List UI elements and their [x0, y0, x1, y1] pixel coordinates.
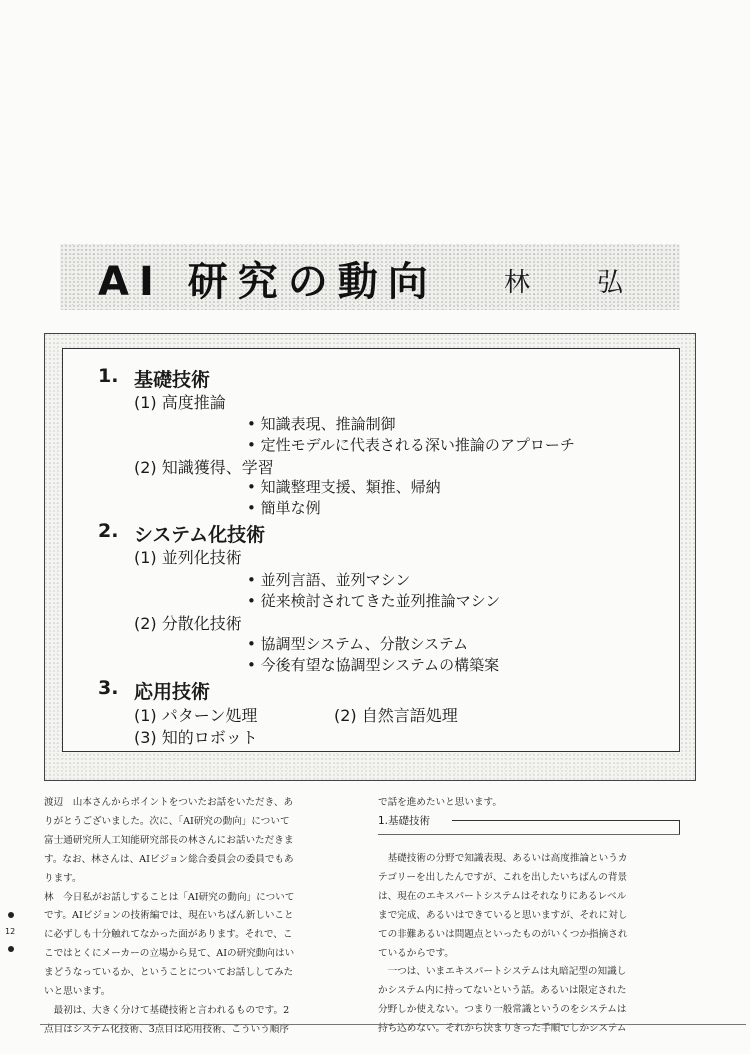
outline-s1-2: (2) 知識獲得、学習	[134, 458, 274, 477]
body-left-line: です。AIビジョンの技術編では、現在いちばん新しいこと	[44, 910, 294, 922]
body-right-line: まで完成、あるいはできていると思いますが、それに対し	[378, 909, 628, 921]
body-left-line: こではとくにメーカーの立場から見て、AIの研究動向はい	[44, 948, 295, 960]
outline-s3-3: (3) 知的ロボット	[134, 728, 258, 747]
body-left-line: ります。	[44, 872, 82, 884]
outline-s1-1b: • 定性モデルに代表される深い推論のアプローチ	[247, 436, 575, 454]
outline-s2-2a: • 協調型システム、分散システム	[247, 635, 469, 653]
body-right-line: かシステム内に持ってないという話。あるいは限定された	[378, 985, 627, 997]
section-heading: 1.基礎技術	[378, 815, 431, 827]
outline-s2-1b: • 従来検討されてきた並列推論マシン	[247, 592, 501, 610]
outline-s2-1a: • 並列言語、並列マシン	[247, 571, 411, 589]
body-right-line: 一つは、いまエキスパートシステムは丸暗記型の知識し	[387, 966, 627, 978]
body-left-line: まどうなっているか、ということについてお話ししてみた	[44, 967, 294, 979]
body-right-line: 分野しか使えない。つまり一般常識というのをシステムは	[378, 1004, 627, 1016]
margin-dot-icon	[8, 946, 14, 952]
outline-s2-number: 2.	[98, 520, 119, 542]
outline-s3-number: 3.	[98, 677, 119, 699]
body-left-column	[44, 794, 294, 1040]
body-left-line: りがとうございました。次に、「AI研究の動向」について	[44, 815, 290, 827]
body-right-line: 基礎技術の分野で知識表現、あるいは高度推論というカ	[387, 853, 628, 864]
body-right-line: ての非難あるいは問題点といったものがいくつか指摘され	[378, 928, 628, 940]
outline-s1-number: 1.	[98, 365, 119, 387]
body-right-line: 持ち込めない。それから決まりきった手順でしかシステム	[378, 1023, 627, 1035]
section-heading-underline	[378, 834, 680, 835]
margin-dot-icon	[8, 912, 14, 918]
body-left-line: 点目はシステム化技術、3点目は応用技術、こういう順序	[44, 1023, 289, 1035]
body-left-line: いと思います。	[44, 986, 111, 998]
body-left-line: 林 今日私がお話しすることは「AI研究の動向」について	[44, 891, 295, 903]
body-left-line: す。なお、林さんは、AIビジョン総合委員会の委員でもあ	[44, 853, 294, 865]
outline-s1-2b: • 簡単な例	[247, 499, 321, 517]
outline-s3-1: (1) パターン処理	[134, 706, 258, 725]
body-left-line: 渡辺 山本さんからポイントをついたお話をいただき、あ	[44, 797, 294, 808]
body-right-top-line: で話を進めたいと思います。	[378, 797, 502, 808]
author-given-name: 弘	[597, 268, 624, 298]
body-left-line: 最初は、大きく分けて基礎技術と言われるものです。2	[53, 1004, 290, 1016]
outline-s1-1: (1) 高度推論	[134, 393, 226, 412]
section-heading-rule-end	[679, 820, 680, 834]
author-family-name: 林	[504, 268, 531, 298]
outline-s2-1: (1) 並列化技術	[134, 548, 242, 567]
outline-s1-title: 基礎技術	[134, 369, 211, 391]
outline-s2-title: システム化技術	[134, 524, 266, 546]
body-right-line: ているからです。	[378, 947, 454, 959]
outline-s1-1a: • 知識表現、推論制御	[247, 415, 396, 433]
body-left-line: 富士通研究所人工知能研究部長の林さんにお話いただきま	[44, 834, 294, 846]
page-title: AI 研究の動向	[98, 259, 438, 305]
body-right-column	[378, 850, 627, 1039]
body-left-line: に必ずしも十分触れてなかった面があります。それで、こ	[44, 929, 293, 941]
outline-s1-2a: • 知識整理支援、類推、帰納	[247, 478, 441, 496]
bottom-rule	[40, 1024, 746, 1025]
body-right-line: テゴリーを出したんですが、これを出したいちばんの背景	[378, 871, 628, 883]
page-number: 12	[5, 927, 16, 936]
section-heading-rule	[452, 820, 680, 821]
outline-s3-2: (2) 自然言語処理	[334, 706, 458, 725]
outline-s2-2b: • 今後有望な協調型システムの構築案	[247, 656, 500, 674]
outline-s2-2: (2) 分散化技術	[134, 614, 242, 633]
outline-s3-title: 応用技術	[134, 681, 211, 703]
body-right-line: は、現在のエキスパートシステムはそれなりにあるレベル	[378, 890, 627, 902]
